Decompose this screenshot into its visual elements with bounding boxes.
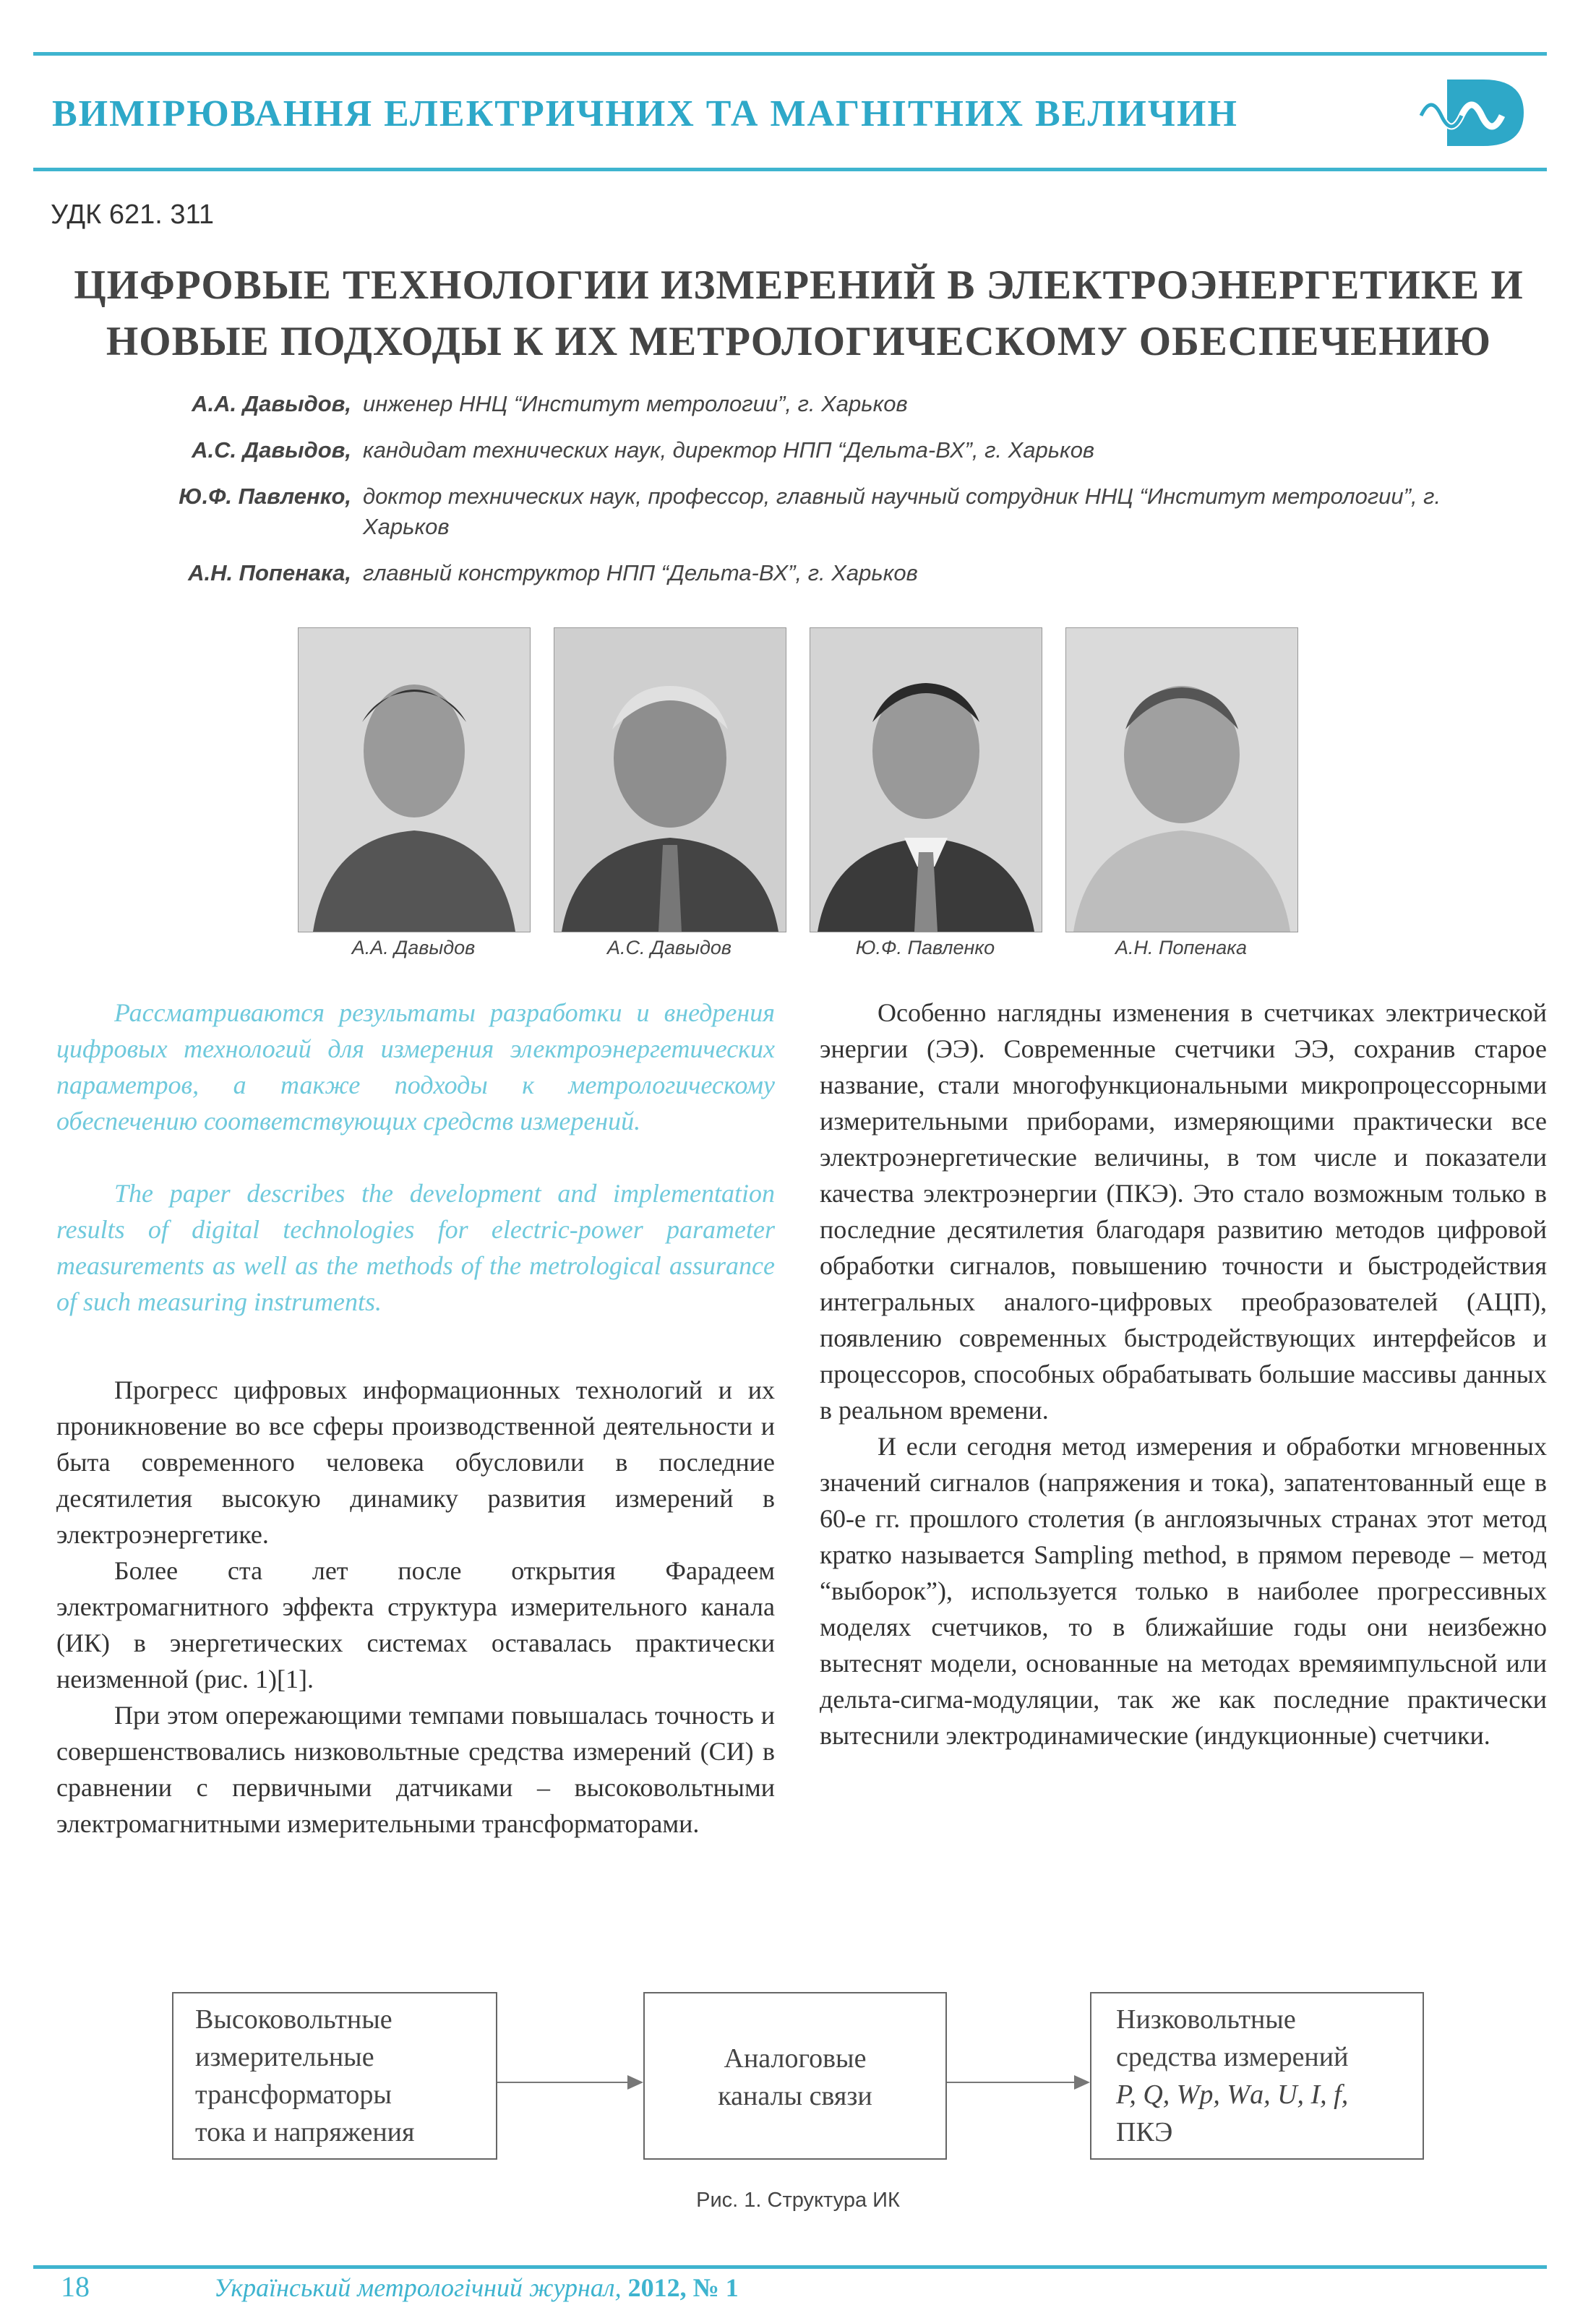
author-affiliation: кандидат технических наук, директор НПП “Дельта-ВХ”, г. Харьков <box>363 437 1095 463</box>
authors-list <box>156 389 1515 604</box>
author-photo-4 <box>1065 627 1298 932</box>
article-title-line-2: НОВЫЕ ПОДХОДЫ К ИХ МЕТРОЛОГИЧЕСКОМУ ОБЕСПЕЧЕНИЮ <box>106 319 1492 364</box>
abstract-ru: Рассматриваются результаты разработки и внедрения цифровых технологий для измерения электроэнергетических параметров, а также подходы к метрологическому обеспечению соответствующих средств измерений. <box>56 998 775 1136</box>
box-line: средства измерений <box>1116 2042 1349 2072</box>
body-paragraph: Особенно наглядны изменения в счетчиках электрической энергии (ЭЭ). Современные счетчики ЭЭ, сохранив старое название, стали многофункциональными микропроцессорными измерительными приборами, измеряющими практически все электроэнергетические величины, в том числе и показатели качества электроэнергии (ПКЭ). Это стало возможным только в последние десятилетия благодаря развитию методов цифровой обработки сигналов, повышению точности и быстродействия интегральных аналого-цифровых преобразователей (АЦП), появлению современных быстродействующих интерфейсов и процессоров, способных обрабатывать большие массивы данных в реальном времени. <box>820 998 1547 1425</box>
box-line: Низковольтные <box>1116 2004 1296 2035</box>
abstract-en: The paper describes the development and implementation results of digital technologies for electric-power parameter measurements as well as the methods of the metrological assurance of such measuring instruments. <box>56 1179 775 1316</box>
person-portrait-icon <box>810 628 1042 932</box>
diagram-arrow <box>497 2082 642 2083</box>
box-line: тока и напряжения <box>195 2117 415 2147</box>
box-line: трансформаторы <box>195 2079 392 2110</box>
box-line: измерительные <box>195 2042 374 2072</box>
box-line: Аналоговые <box>724 2043 867 2074</box>
author-row <box>156 481 1515 542</box>
article-title-line-1: ЦИФРОВЫЕ ТЕХНОЛОГИИ ИЗМЕРЕНИЙ В ЭЛЕКТРОЭНЕРГЕТИКЕ И <box>74 262 1524 308</box>
author-name: Ю.Ф. Павленко, <box>179 484 351 509</box>
author-name: А.Н. Попенака, <box>188 560 351 585</box>
author-affiliation: доктор технических наук, профессор, главный научный сотрудник ННЦ “Институт метрологии”, г. Харьков <box>363 484 1441 539</box>
journal-title: Український метрологічний журнал, <box>214 2273 622 2302</box>
journal-name <box>214 2272 739 2303</box>
journal-logo-icon <box>1418 75 1527 150</box>
header-bottom-rule <box>33 168 1547 171</box>
author-name: А.А. Давыдов, <box>192 391 351 416</box>
footer-rule <box>33 2265 1547 2269</box>
box-line: каналы связи <box>718 2081 872 2111</box>
author-row <box>156 558 1515 588</box>
page-number: 18 <box>61 2270 90 2303</box>
body-paragraph: Прогресс цифровых информационных технологий и их проникновение во все сферы производственной деятельности и быта современного человека обусловили в последние десятилетия высокую динамику развития измерений в электроэнергетике. <box>56 1375 775 1549</box>
author-photo-3 <box>810 627 1042 932</box>
diagram-box-low-voltage <box>1090 1992 1424 2160</box>
box-line: P, Q, Wр, Wа, U, I, f, <box>1116 2079 1349 2110</box>
author-affiliation: главный конструктор НПП “Дельта-ВХ”, г. Харьков <box>363 560 918 585</box>
box-line: Высоковольтные <box>195 2004 392 2035</box>
photo-caption: Ю.Ф. Павленко <box>855 937 995 958</box>
author-name: А.С. Давыдов, <box>192 437 351 463</box>
right-column <box>820 995 1547 1753</box>
abstracts <box>56 995 775 1320</box>
author-row <box>156 389 1515 419</box>
author-affiliation: инженер ННЦ “Институт метрологии”, г. Харьков <box>363 391 908 416</box>
diagram-box-analog-channels <box>643 1992 947 2160</box>
person-portrait-icon <box>299 628 530 932</box>
author-photo-2 <box>554 627 786 932</box>
photo-caption: А.С. Давыдов <box>606 937 732 958</box>
box-line: ПКЭ <box>1116 2117 1173 2147</box>
header-top-rule <box>33 52 1547 56</box>
udk-code: УДК 621. 311 <box>51 199 214 230</box>
author-row <box>156 435 1515 465</box>
body-paragraph: При этом опережающими темпами повышалась точность и совершенствовались низковольтные средства измерений (СИ) в сравнении с первичными датчиками – высоковольтными электромагнитными измерительными трансформаторами. <box>56 1701 775 1838</box>
journal-issue: 2012, № 1 <box>627 2273 739 2302</box>
diagram-box-high-voltage <box>172 1992 497 2160</box>
diagram-arrow <box>947 2082 1089 2083</box>
person-portrait-icon <box>554 628 786 932</box>
person-portrait-icon <box>1066 628 1297 932</box>
body-paragraph: Более ста лет после открытия Фарадеем электромагнитного эффекта структура измерительного канала (ИК) в энергетических системах оставалась практически неизменной (рис. 1)[1]. <box>56 1556 775 1694</box>
section-title: ВИМІРЮВАННЯ ЕЛЕКТРИЧНИХ ТА МАГНІТНИХ ВЕЛИЧИН <box>52 93 1238 134</box>
left-column <box>56 995 775 1842</box>
photo-caption: А.А. Давыдов <box>351 937 476 958</box>
figure-caption: Рис. 1. Структура ИК <box>696 2189 900 2212</box>
article-title <box>43 257 1554 370</box>
body-paragraph: И если сегодня метод измерения и обработки мгновенных значений сигналов (напряжения и тока), запатентованный еще в 60-е гг. прошлого столетия (в англоязычных странах этот метод кратко называется Sampling method, в прямом переводе – метод “выборок”), используется только в наиболее прогрессивных моделях счетчиков, то в ближайшие годы они неизбежно вытеснят модели, основанные на методах времяимпульсной или дельта-сигма-модуляции, так же как последние практически вытеснили электродинамические (индукционные) счетчики. <box>820 1432 1547 1750</box>
author-photo-1 <box>298 627 531 932</box>
photo-caption: А.Н. Попенака <box>1115 937 1248 958</box>
